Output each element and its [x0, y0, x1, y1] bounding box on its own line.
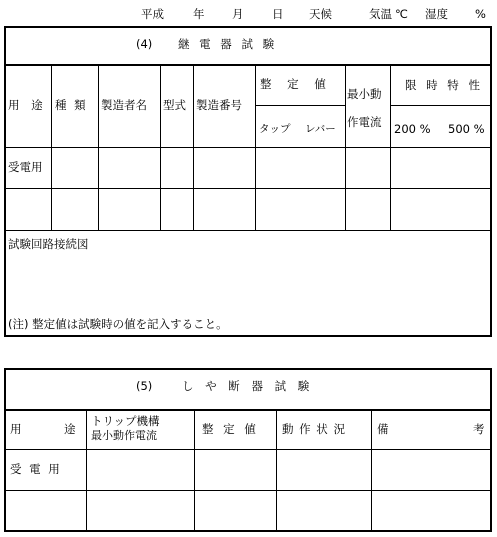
breaker-col-setting: 整 定 値 — [202, 422, 259, 436]
breaker-col-use-1: 用 — [10, 422, 22, 436]
breaker-col-remark-1: 備 — [377, 422, 389, 436]
relay-title: 継 電 器 試 験 — [178, 37, 278, 51]
breaker-col-trip-1: トリップ機構 — [91, 414, 160, 428]
col-type: 種 類 — [55, 98, 88, 112]
circuit-diagram-label: 試験回路接続図 — [8, 237, 89, 251]
breaker-row-use: 受 電 用 — [10, 462, 62, 476]
col-min-operate-2: 作電流 — [347, 115, 382, 129]
col-time-limit: 限 時 特 性 — [405, 78, 483, 92]
col-200-percent: 200 % — [394, 122, 431, 136]
relay-row-use: 受電用 — [8, 160, 43, 174]
weather-label: 天候 — [309, 7, 332, 21]
col-500-percent: 500 % — [448, 122, 485, 136]
breaker-col-use-2: 途 — [64, 422, 76, 436]
col-serial: 製造番号 — [196, 98, 242, 112]
humidity-unit: % — [475, 7, 486, 21]
era-label: 平成 — [141, 7, 164, 21]
temperature-label: 気温 — [369, 7, 392, 21]
humidity-label: 湿度 — [425, 7, 448, 21]
col-tap: タップ — [259, 123, 291, 135]
breaker-col-trip-2: 最小動作電流 — [91, 429, 157, 442]
relay-title-number: (4) — [136, 37, 153, 51]
col-min-operate-1: 最小動 — [347, 87, 382, 101]
breaker-title: し や 断 器 試 験 — [182, 379, 314, 393]
col-lever: レバー — [305, 123, 336, 135]
year-label: 年 — [193, 7, 205, 21]
col-maker: 製造者名 — [101, 98, 147, 112]
col-setting: 整 定 値 — [260, 77, 332, 91]
day-label: 日 — [272, 7, 284, 21]
setting-note: (注) 整定値は試験時の値を記入すること。 — [8, 317, 228, 331]
col-use: 用 途 — [8, 98, 47, 112]
circuit-diagram-area[interactable] — [6, 255, 490, 315]
col-model: 型式 — [163, 98, 186, 112]
month-label: 月 — [232, 7, 244, 21]
breaker-col-status: 動 作 状 況 — [282, 422, 346, 436]
breaker-col-remark-2: 考 — [473, 422, 485, 436]
breaker-title-number: (5) — [136, 379, 153, 393]
temperature-unit: ℃ — [395, 7, 408, 21]
